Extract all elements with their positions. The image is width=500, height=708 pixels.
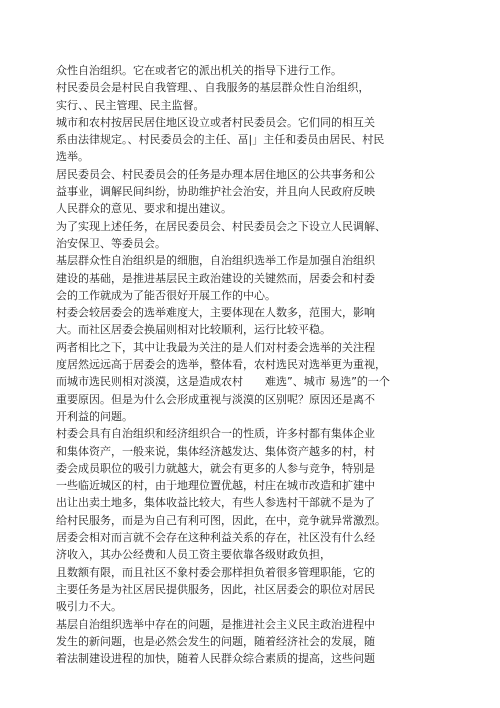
text-line: 居委会相对而言就不会存在这种利益关系的存在，社区没有什么经 bbox=[56, 531, 375, 545]
text-line: 给村民服务，而是为自己有利可图，因此，在中，竞争就异常激烈。 bbox=[56, 513, 386, 527]
text-line: 一些临近城区的村，由于地理位置优越，村庄在城市改造和扩建中 bbox=[56, 479, 375, 493]
text-line: 济收入，其办公经费和人员工资主要依靠各级财政负担， bbox=[56, 548, 331, 562]
text-line: 建设的基础，是推进基层民主政治建设的关键然而，居委会和村委 bbox=[56, 271, 375, 285]
text-line: 选举。 bbox=[56, 150, 89, 164]
text-line: 且数额有限，而且社区不象村委会那样担负着很多管理职能，它的 bbox=[56, 565, 375, 579]
text-line: 而城市选民则相对淡漠，这是造成农村 难选”、城市 易选”的一个 bbox=[56, 375, 390, 389]
text-line: 居民委员会、村民委员会的任务是办理本居住地区的公共事务和公 bbox=[56, 167, 375, 181]
text-line: 着法制建设进程的加快，随着人民群众综合素质的提高，这些问题 bbox=[56, 652, 375, 666]
text-line: 委会成员职位的吸引力就越大，就会有更多的人参与竞争，特别是 bbox=[56, 461, 375, 475]
text-line: 会的工作就成为了能否很好开展工作的中心。 bbox=[56, 288, 276, 302]
text-line: 村委会较居委会的选举难度大，主要体现在人数多，范围大，影响 bbox=[56, 306, 375, 320]
text-line: 发生的新问题，也是必然会发生的问题，随着经济社会的发展，随 bbox=[56, 634, 375, 648]
text-line: 村民委员会是村民自我管理、、自我服务的基层群众性自治组织， bbox=[56, 81, 370, 95]
text-line: 两者相比之下，其中让我最为关注的是人们对村委会选举的关注程 bbox=[56, 340, 375, 354]
text-line: 治安保卫、等委员会。 bbox=[56, 236, 166, 250]
text-line: 益事业，调解民间纠纷，协助维护社会治安，并且向人民政府反映 bbox=[56, 185, 375, 199]
text-line: 重要原因。但是为什么会形成重视与淡漠的区别呢？原因还是离不 bbox=[56, 392, 375, 406]
text-line: 出让出卖土地多，集体收益比较大，有些人参选村干部就不是为了 bbox=[56, 496, 375, 510]
text-line: 开利益的问题。 bbox=[56, 409, 133, 423]
text-line: 为了实现上述任务，在居民委员会、村民委员会之下设立人民调解、 bbox=[56, 219, 386, 233]
text-line: 和集体资产，一般来说，集体经济越发达、集体资产越多的村，村 bbox=[56, 444, 375, 458]
text-line: 人民群众的意见、要求和提出建议。 bbox=[56, 202, 232, 216]
text-line: 城市和农村按居民居住地区设立或者村民委员会。它们同的相互关 bbox=[56, 115, 375, 129]
text-line: 大。而社区居委会换届则相对比较顺利，运行比较平稳。 bbox=[56, 323, 331, 337]
text-line: 度居然远远高于居委会的选举，整体看，农村选民对选举更为重视， bbox=[56, 358, 386, 372]
text-line: 基层自治组织选举中存在的问题，是推进社会主义民主政治进程中 bbox=[56, 617, 375, 631]
text-line: 基层群众性自治组织是的细胞，自治组织选举工作是加强自治组织 bbox=[56, 254, 375, 268]
document-body bbox=[56, 62, 456, 667]
text-line: 村委会具有自治组织和经济组织合一的性质，许多村都有集体企业 bbox=[56, 427, 375, 441]
text-line: 主要任务是为社区居民提供服务，因此，社区居委会的职位对居民 bbox=[56, 582, 375, 596]
text-line: 系由法律规定。、村民委员会的主任、畐|」主任和委员由居民、村民 bbox=[56, 133, 385, 147]
text-line: 众性自治组织。它在或者它的派出机关的指导下进行工作。 bbox=[56, 64, 342, 77]
text-line: 实行、、民主管理、民主监督。 bbox=[56, 98, 205, 112]
text-line: 吸引力不大。 bbox=[56, 600, 122, 614]
